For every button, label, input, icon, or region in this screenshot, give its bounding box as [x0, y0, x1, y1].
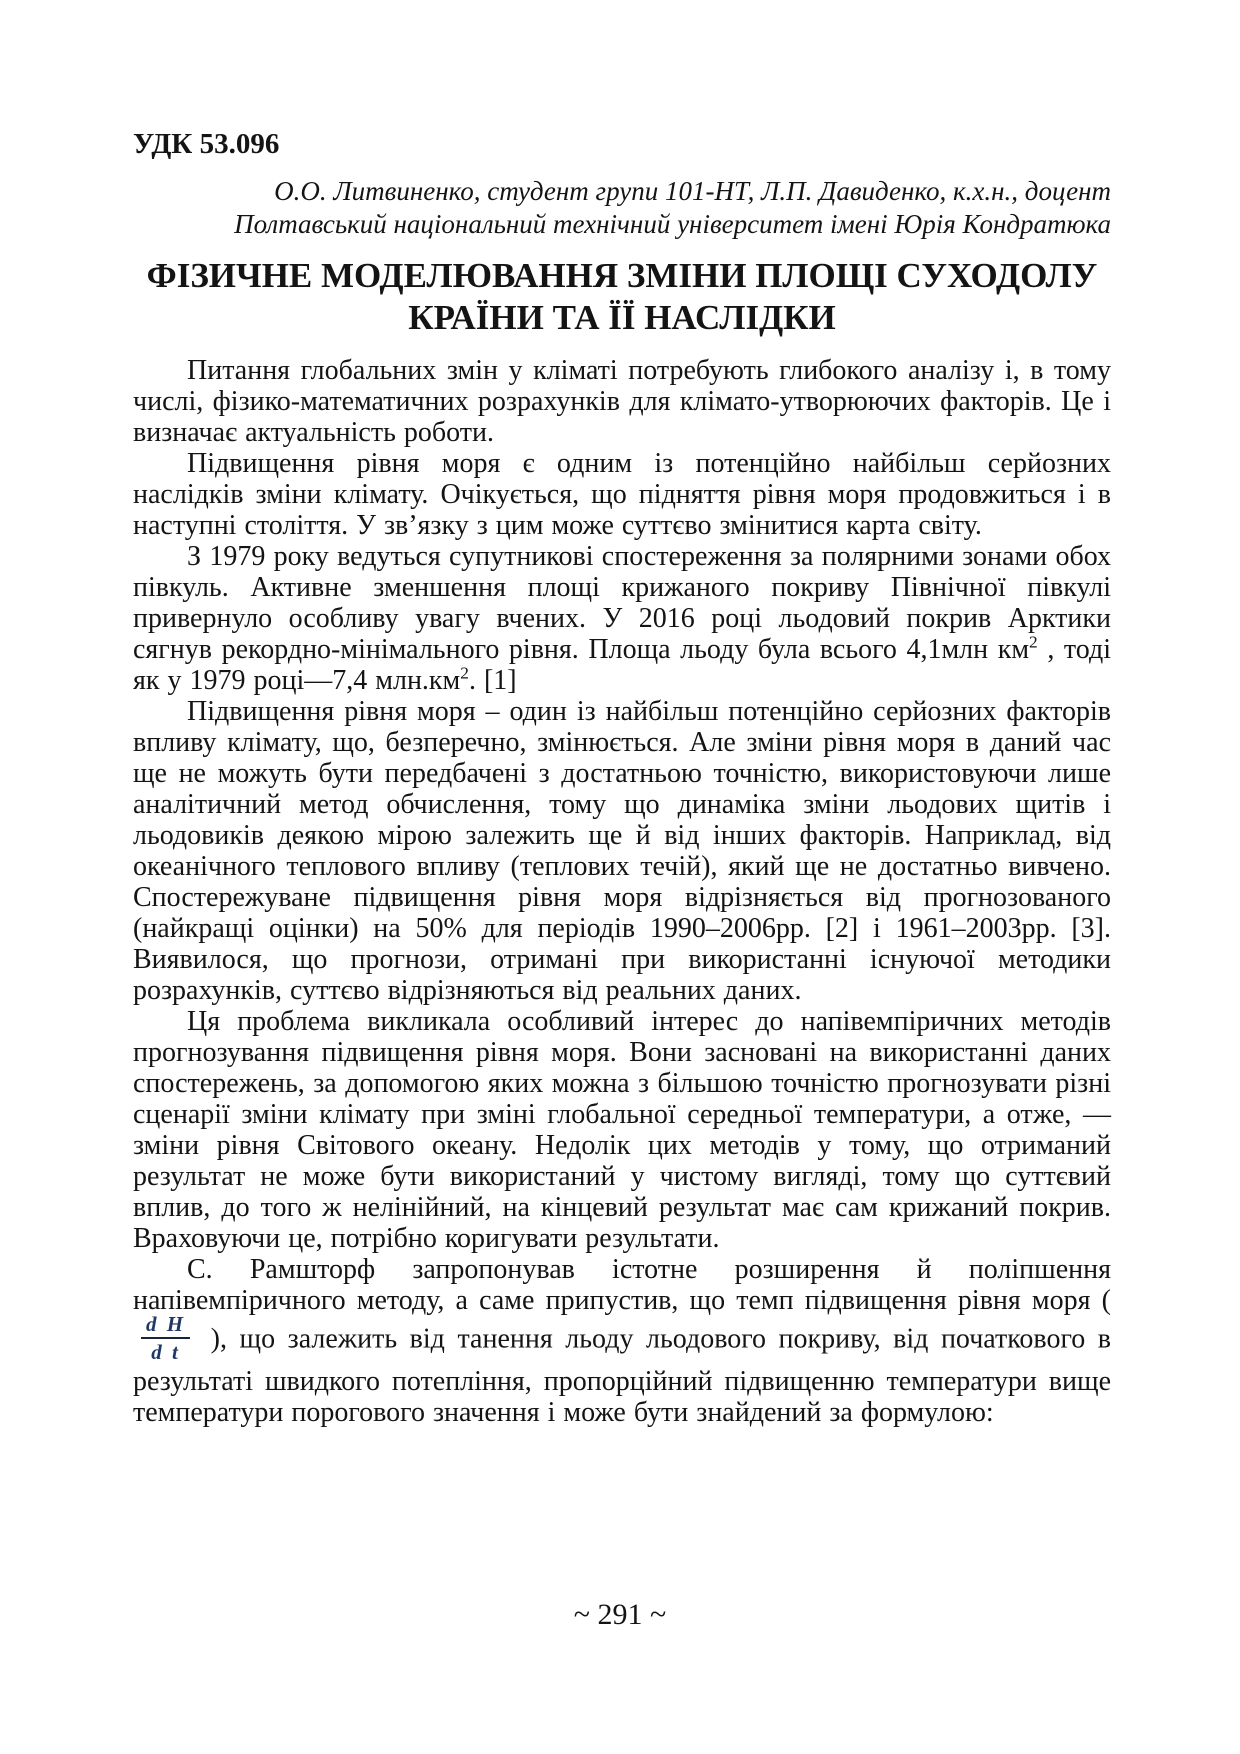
paragraph-3-text-1: З 1979 року ведуться супутникові спостереження за полярними зонами обох півкуль. Активне зменшення площі крижаного покриву Північної півкулі привернуло особливу увагу вчених. У 2016 році льодовий покрив Арктики сягнув рекордно-мінімального рівня. Площа льоду була всього 4,1млн км — [133, 541, 1111, 665]
superscript-km2-second: 2 — [460, 663, 469, 683]
fraction-denominator: d t — [151, 1340, 180, 1365]
page-number: ~ 291 ~ — [573, 1598, 667, 1631]
paragraph-6-text-1: С. Рамшторф запропонував істотне розширення й поліпшення напівемпіричного методу, а саме припустив, що темп підвищення рівня моря ( — [133, 1254, 1111, 1316]
article-title-line-2: КРАЇНИ ТА ЇЇ НАСЛІДКИ — [408, 298, 836, 337]
article-title-line-1: ФІЗИЧНЕ МОДЕЛЮВАННЯ ЗМІНИ ПЛОЩІ СУХОДОЛУ — [146, 256, 1098, 295]
fraction-numerator: d H — [141, 1313, 190, 1339]
affiliation-line: Полтавський національний технічний університет імені Юрія Кондратюка — [234, 209, 1111, 239]
udc-code: УДК 53.096 — [133, 128, 280, 160]
article-title — [133, 255, 1111, 339]
paragraph-4: Підвищення рівня моря – один із найбільш потенційно серйозних факторів впливу клімату, що, безперечно, змінюється. Але зміни рівня моря в даний час ще не можуть бути передбачені з достатньою точністю, використовуючи лише аналітичний метод обчислення, тому що динаміка зміни льодових щитів і льодовиків деякою мірою залежить ще й від інших факторів. Наприклад, від океанічного теплового впливу (теплових течій), який ще не достатньо вивчено. Спостережуване підвищення рівня моря відрізняється від прогнозованого (найкращі оцінки) на 50% для періодів 1990–2006рр. [2] і 1961–2003рр. [3]. Виявилося, що прогнози, отримані при використанні існуючої методики розрахунків, суттєво відрізняються від реальних даних. — [133, 696, 1111, 1006]
page-content — [133, 128, 1111, 1428]
paragraph-6 — [133, 1254, 1111, 1428]
paragraph-5: Ця проблема викликала особливий інтерес до напівемпіричних методів прогнозування підвищення рівня моря. Вони засновані на використанні даних спостережень, за допомогою яких можна з більшою точністю прогнозувати різні сценарії зміни клімату при зміні глобальної середньої температури, а отже, — зміни рівня Світового океану. Недолік цих методів у тому, що отриманий результат не може бути використаний у чистому вигляді, тому що суттєвий вплив, до того ж нелінійний, на кінцевий результат має сам крижаний покрив. Враховуючи це, потрібно коригувати результати. — [133, 1006, 1111, 1254]
paragraph-2: Підвищення рівня моря є одним із потенційно найбільш серйозних наслідків зміни клімату. Очікується, що підняття рівня моря продовжиться і в наступні століття. У зв’язку з цим може суттєво змінитися карта світу. — [133, 448, 1111, 541]
paragraph-3-text-3: . [1] — [468, 665, 517, 696]
fraction-dh-dt — [141, 1313, 190, 1363]
paragraph-6-text-2: ), що залежить від танення льоду льодового покриву, від початкового в результаті швидкого потепління, пропорційний підвищенню температури вище температури порогового значення і може бути знайдений за формулою: — [133, 1323, 1111, 1429]
authors-block — [133, 175, 1111, 241]
paragraph-3 — [133, 541, 1111, 696]
authors-line: О.О. Литвиненко, студент групи 101-НТ, Л.П. Давиденко, к.х.н., доцент — [274, 176, 1111, 206]
superscript-km2-first: 2 — [1029, 632, 1038, 652]
paragraph-1: Питання глобальних змін у кліматі потребують глибокого аналізу і, в тому числі, фізико-математичних розрахунків для клімато-утворюючих факторів. Це і визначає актуальність роботи. — [133, 355, 1111, 448]
paragraph-3-text-2: , тоді як у 1979 році—7,4 млн.км — [133, 634, 1111, 696]
